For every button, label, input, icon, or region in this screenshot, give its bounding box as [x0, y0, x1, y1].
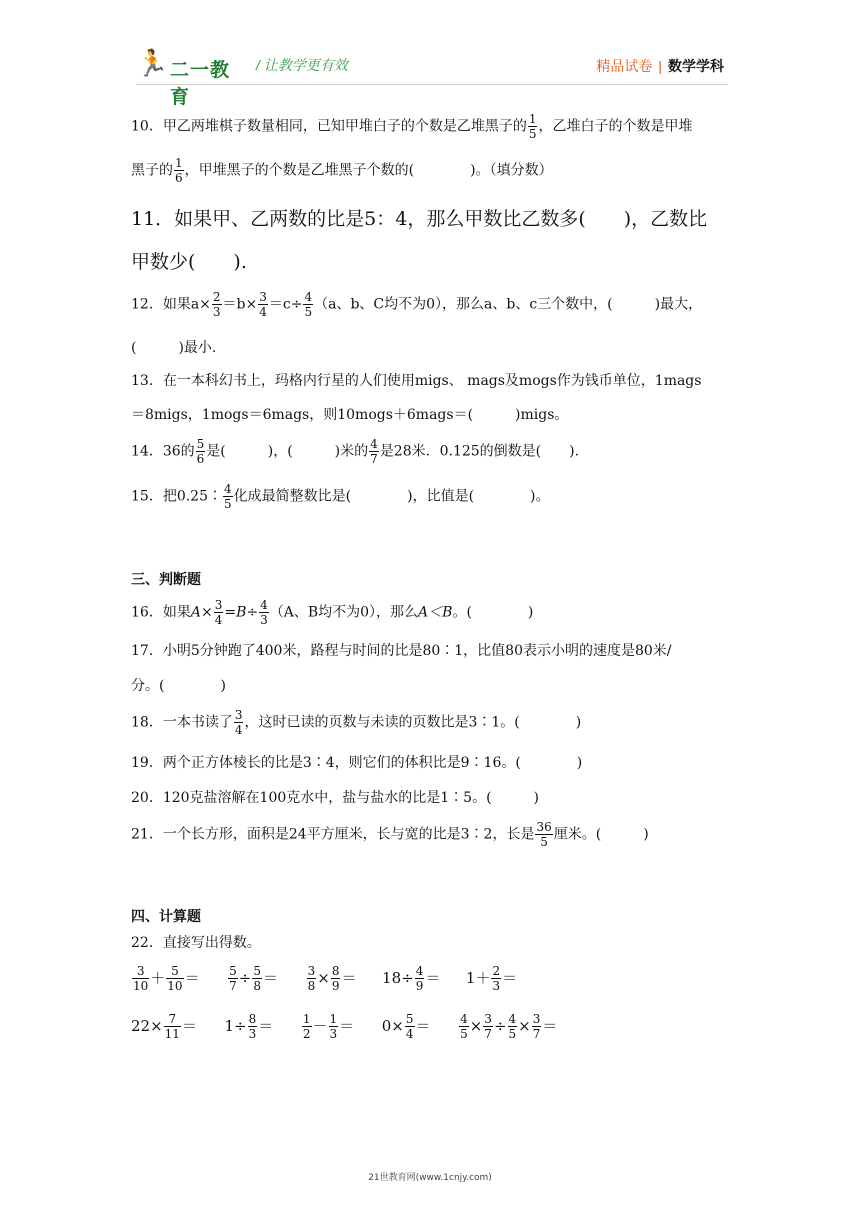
- fraction: [535, 820, 552, 849]
- question-17-line-2: 分。( ): [131, 678, 226, 694]
- section-4-title: 四、计算题: [131, 908, 201, 924]
- fraction: [303, 290, 313, 319]
- question-20: 20．120克盐溶解在100克水中，盐与盐水的比是1∶5。( ): [131, 790, 539, 806]
- question-11-line-2: 甲数少( ).: [131, 251, 247, 273]
- question-18: [131, 708, 581, 737]
- numerator: 3: [532, 1012, 541, 1026]
- denominator: 8: [307, 979, 316, 993]
- fraction: [132, 964, 149, 993]
- denominator: 3: [329, 1027, 338, 1041]
- numerator: 4: [224, 482, 232, 496]
- fraction: [508, 1012, 518, 1041]
- question-15: [131, 482, 550, 511]
- equals: ＝: [341, 968, 357, 987]
- equals: ＝: [184, 968, 200, 987]
- numerator: 2: [212, 290, 221, 304]
- denominator: 4: [405, 1027, 414, 1041]
- numerator: 5: [253, 964, 262, 978]
- calc-expression: [227, 964, 279, 993]
- text: 。( ): [452, 604, 534, 621]
- text: 21．一个长方形，面积是24平方厘米，长与宽的比是3∶2，长是: [131, 826, 535, 843]
- fraction: [223, 482, 233, 511]
- operator: ÷: [238, 968, 252, 987]
- denominator: 7: [484, 1027, 492, 1041]
- calc-expression: [131, 964, 200, 993]
- logo-text: 二一教育: [170, 60, 231, 108]
- header-divider: [136, 84, 728, 85]
- denominator: 7: [532, 1027, 541, 1041]
- text: 厘米。( ): [553, 826, 649, 843]
- denominator: 5: [540, 835, 548, 849]
- denominator: 3: [248, 1027, 257, 1041]
- operand: 0×: [381, 1016, 404, 1035]
- text: 是( )，( )米的: [206, 443, 369, 460]
- numerator: 5: [405, 1012, 414, 1026]
- calc-expression: [458, 1012, 558, 1041]
- variable: B: [236, 604, 247, 621]
- operand: 1＋: [465, 968, 491, 987]
- numerator: 1: [302, 1012, 311, 1026]
- fraction: [166, 964, 183, 993]
- denominator: 4: [259, 305, 267, 319]
- question-12-line-2: ( )最小.: [131, 340, 217, 356]
- denominator: 3: [492, 979, 501, 993]
- denominator: 2: [302, 1027, 311, 1041]
- numerator: 3: [132, 964, 149, 979]
- operand: 22×: [131, 1016, 163, 1035]
- fraction: [248, 1012, 258, 1041]
- question-10-line-1: [131, 112, 692, 141]
- question-21: [131, 820, 649, 849]
- text: 黑子的: [131, 162, 173, 179]
- question-13-line-1: 13．在一本科幻书上，玛格内行星的人们使用migs、 mags及mogs作为钱币单位，1mags: [131, 373, 702, 389]
- header-tags: [596, 56, 724, 76]
- calc-expression: [381, 1012, 431, 1041]
- header-separator: |: [658, 58, 662, 74]
- question-17-line-1: 17．小明5分钟跑了400米，路程与时间的比是80∶1，比值80表示小明的速度是80米/: [131, 643, 672, 659]
- fraction: [196, 437, 206, 466]
- fraction: [258, 290, 268, 319]
- denominator: 7: [370, 452, 378, 466]
- fraction: [212, 290, 222, 319]
- numerator: 5: [166, 964, 183, 979]
- denominator: 5: [508, 1027, 517, 1041]
- fraction: [415, 964, 425, 993]
- numerator: 3: [234, 708, 243, 722]
- subject-tag: 数学学科: [668, 58, 724, 74]
- equals: ＝: [542, 1016, 558, 1035]
- text: ，甲堆黑子的个数是乙堆黑子个数的( )。（填分数）: [184, 162, 553, 179]
- numerator: 1: [329, 1012, 338, 1026]
- denominator: 8: [253, 979, 262, 993]
- operator: －: [312, 1016, 328, 1035]
- denominator: 3: [260, 613, 268, 627]
- operator: ＋: [150, 968, 166, 987]
- denominator: 4: [234, 723, 243, 737]
- fraction: [491, 964, 501, 993]
- text: 是28米．0.125的倒数是( ).: [379, 443, 580, 460]
- operator: ×: [200, 604, 213, 621]
- equals: ＝: [415, 1016, 431, 1035]
- operator: ÷: [493, 1016, 507, 1035]
- text: 化成最简整数比是( )，比值是( )。: [233, 488, 550, 505]
- calc-expression: [224, 1012, 274, 1041]
- numerator: 4: [304, 290, 313, 304]
- fraction: [164, 1012, 181, 1041]
- calc-expression: [382, 964, 441, 993]
- numerator: 3: [259, 290, 267, 304]
- calc-expression: [465, 964, 518, 993]
- operator: =: [224, 604, 237, 621]
- fraction: [329, 1012, 339, 1041]
- slogan: / 让教学更有效: [256, 57, 348, 73]
- fraction: [228, 964, 238, 993]
- numerator: 36: [536, 820, 552, 834]
- numerator: 3: [484, 1012, 492, 1026]
- fraction: [307, 964, 317, 993]
- equals: ＝: [339, 1016, 355, 1035]
- numerator: 8: [248, 1012, 257, 1026]
- text: （a、b、C均不为0），那么a、b、c三个数中，( )最大，: [314, 296, 703, 313]
- equals: ＝: [263, 968, 279, 987]
- fraction: [459, 1012, 469, 1041]
- denominator: 4: [214, 613, 223, 627]
- fraction: [252, 964, 262, 993]
- fraction: [234, 708, 244, 737]
- text: ＝c÷: [268, 296, 303, 313]
- equals: ＝: [425, 968, 441, 987]
- numerator: 4: [415, 964, 424, 978]
- fraction: [331, 964, 341, 993]
- operand: 18÷: [382, 968, 414, 987]
- numerator: 5: [229, 964, 237, 978]
- operator: ×: [518, 1016, 531, 1035]
- fraction: [532, 1012, 542, 1041]
- text: ，这时已读的页数与未读的页数比是3∶1。( ): [244, 714, 582, 731]
- numerator: 2: [492, 964, 501, 978]
- section-3-title: 三、判断题: [131, 571, 201, 587]
- denominator: 11: [164, 1027, 180, 1041]
- question-14: [131, 437, 579, 466]
- fraction: [405, 1012, 415, 1041]
- equals: ＝: [502, 968, 518, 987]
- text: 12．如果a×: [131, 296, 211, 313]
- question-22-title: 22．直接写出得数。: [131, 935, 261, 951]
- denominator: 10: [133, 979, 149, 993]
- operator: ×: [469, 1016, 483, 1035]
- text: ，乙堆白子的个数是甲堆: [538, 118, 693, 135]
- comparison: A＜B: [418, 604, 453, 621]
- numerator: 4: [370, 437, 378, 451]
- fraction: [369, 437, 379, 466]
- denominator: 3: [212, 305, 221, 319]
- operator: ×: [317, 968, 330, 987]
- text: 14．36的: [131, 443, 195, 460]
- denominator: 5: [224, 497, 232, 511]
- denominator: 5: [528, 127, 537, 141]
- denominator: 9: [331, 979, 340, 993]
- text: （A、B均不为0），那么: [269, 604, 419, 621]
- fraction: [174, 156, 184, 185]
- runner-logo-icon: 🏃: [136, 49, 169, 79]
- numerator: 8: [331, 964, 340, 978]
- calc-row-2: [131, 1012, 557, 1041]
- denominator: 6: [196, 452, 205, 466]
- denominator: 10: [167, 979, 183, 993]
- fraction: [214, 598, 224, 627]
- equals: ＝: [181, 1016, 197, 1035]
- denominator: 5: [460, 1027, 468, 1041]
- equals: ＝: [258, 1016, 274, 1035]
- question-12-line-1: [131, 290, 702, 319]
- page-footer: 21世教育网(www.1cnjy.com): [368, 1173, 492, 1183]
- calc-expression: [131, 1012, 197, 1041]
- calc-expression: [306, 964, 357, 993]
- numerator: 7: [164, 1012, 181, 1027]
- text: ＝b×: [222, 296, 258, 313]
- denominator: 5: [304, 305, 313, 319]
- page-header: [0, 0, 860, 108]
- question-11-line-1: 11．如果甲、乙两数的比是5：4，那么甲数比乙数多( )，乙数比: [131, 208, 708, 230]
- fraction: [302, 1012, 312, 1041]
- numerator: 3: [307, 964, 316, 978]
- numerator: 4: [508, 1012, 517, 1026]
- numerator: 4: [260, 598, 268, 612]
- fraction: [528, 112, 538, 141]
- fraction: [483, 1012, 493, 1041]
- text: 15．把0.25∶: [131, 488, 222, 505]
- numerator: 1: [175, 156, 183, 170]
- numerator: 1: [528, 112, 537, 126]
- operand: 1÷: [224, 1016, 247, 1035]
- denominator: 9: [415, 979, 424, 993]
- text: 10．甲乙两堆棋子数量相同，已知甲堆白子的个数是乙堆黑子的: [131, 118, 527, 135]
- numerator: 4: [460, 1012, 468, 1026]
- question-19: 19．两个正方体棱长的比是3∶4，则它们的体积比是9∶16。( ): [131, 755, 583, 771]
- operator: ÷: [246, 604, 259, 621]
- denominator: 7: [229, 979, 237, 993]
- question-13-line-2: ＝8migs，1mogs＝6mags，则10mogs＋6mags＝( )migs。: [131, 407, 569, 423]
- calc-expression: [301, 1012, 355, 1041]
- text: 18．一本书读了: [131, 714, 233, 731]
- quality-tag: 精品试卷: [596, 58, 653, 74]
- text: 16．如果: [131, 604, 191, 621]
- logo: [136, 49, 244, 108]
- question-10-line-2: [131, 156, 553, 185]
- calc-row-1: [131, 964, 517, 993]
- variable: A: [190, 604, 201, 621]
- denominator: 6: [175, 171, 183, 185]
- numerator: 3: [214, 598, 223, 612]
- fraction: [259, 598, 269, 627]
- numerator: 5: [196, 437, 205, 451]
- question-16: [131, 598, 533, 627]
